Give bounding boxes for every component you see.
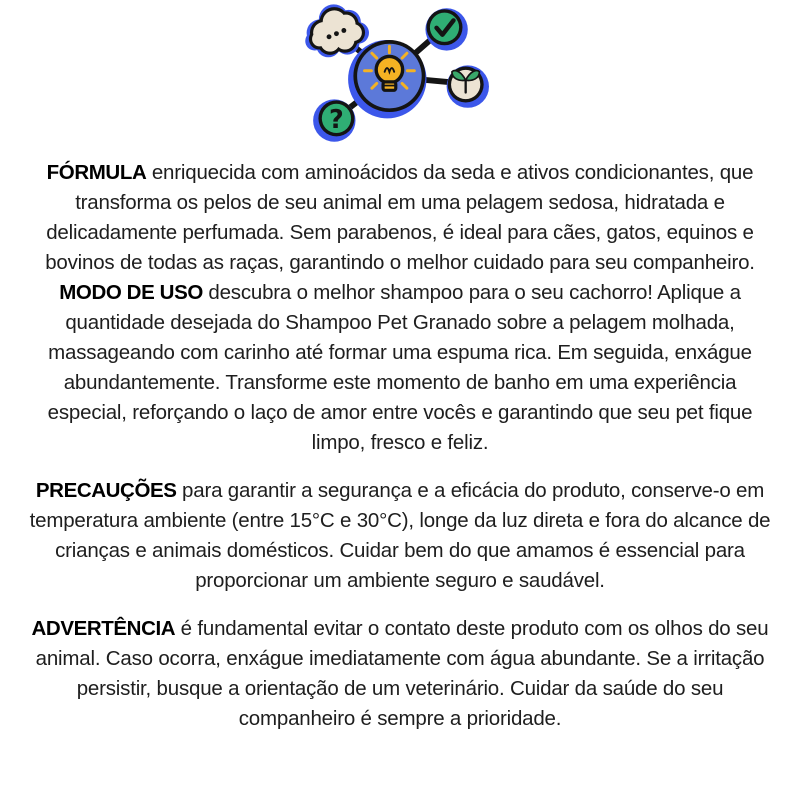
section-formula [29,158,771,278]
idea-mind-map-svg [294,4,506,147]
question-glyph: ? [329,103,344,134]
lightbulb-idea-icon [348,40,426,118]
section-formula-body: enriquecida com aminoácidos da seda e ativos condicionantes, que transforma os pelos de seu animal em uma pelagem sedosa, hidratada e delicadamente perfumada. Sem parabenos, é ideal para cães, gatos, equinos e bovinos de todas as raças, garantindo o melhor cuidado para seu companheiro. [45,161,755,274]
section-advertencia-heading: ADVERTÊNCIA [31,617,176,640]
section-formula-heading: FÓRMULA [46,161,147,184]
sprout-icon [447,65,489,107]
section-modo-de-uso-heading: MODO DE USO [59,281,203,304]
content [29,158,771,734]
section-precaucoes [29,476,771,596]
section-modo-de-uso [29,278,771,458]
section-precaucoes-body: para garantir a segurança e a eficácia do produto, conserve-o em temperatura ambiente (entre 15°C e 30°C), longe da luz direta e fora do alcance de crianças e animais domésticos. Cuidar bem do que amamos é essencial para proporcionar um ambiente seguro e saudável. [29,479,771,592]
section-precaucoes-heading: PRECAUÇÕES [35,479,177,502]
section-modo-de-uso-body: descubra o melhor shampoo para o seu cachorro! Aplique a quantidade desejada do Shampoo Pet Granado sobre a pelagem molhada, massageando com carinho até formar uma espuma rica. Em seguida, enxágue abundantemente. Transforme este momento de banho em uma experiência especial, reforçando o laço de amor entre vocês e garantindo que seu pet fique limpo, fresco e feliz. [47,281,753,454]
check-mark-icon [425,8,467,50]
section-advertencia-body: é fundamental evitar o contato deste produto com os olhos do seu animal. Caso ocorra, enxágue imediatamente com água abundante. Se a irritação persistir, busque a orientação de um veterinário. Cuidar da saúde do seu companheiro é sempre a prioridade. [35,617,769,730]
section-advertencia [29,614,771,734]
product-info-page [0,4,800,800]
idea-mind-map-illustration [294,4,506,152]
question-mark-icon [313,99,355,141]
